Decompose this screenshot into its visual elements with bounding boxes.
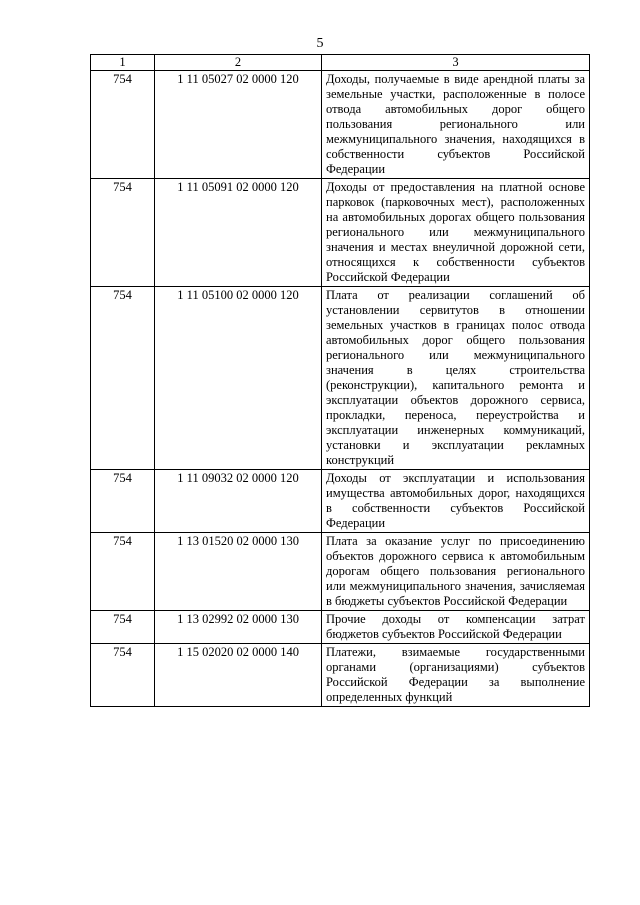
column-header-1: 1	[91, 55, 155, 71]
table-row	[91, 644, 590, 707]
description-cell: Доходы от предоставления на платной основе парковок (парковочных мест), расположенных на автомобильных дорогах общего пользования регионального или межмуниципального значения и местах внеуличной дорожной сети, относящихся к собственности субъектов Российской Федерации	[322, 179, 590, 287]
description-cell: Плата от реализации соглашений об установлении сервитутов в отношении земельных участков в границах полос отвода автомобильных дорог общего пользования регионального или межмуниципального значения в целях строительства (реконструкции), капитального ремонта и эксплуатации объектов дорожного сервиса, прокладки, переноса, переустройства и эксплуатации инженерных коммуникаций, установки и эксплуатации рекламных конструкций	[322, 287, 590, 470]
admin-code-cell: 754	[91, 71, 155, 179]
admin-code-cell: 754	[91, 470, 155, 533]
table-row	[91, 470, 590, 533]
description-cell: Доходы, получаемые в виде арендной платы за земельные участки, расположенные в полосе отвода автомобильных дорог общего пользования регионального или межмуниципального значения, находящихся в собственности субъектов Российской Федерации	[322, 71, 590, 179]
budget-code-cell: 1 13 01520 02 0000 130	[155, 533, 322, 611]
admin-code-cell: 754	[91, 179, 155, 287]
page-number: 5	[316, 36, 324, 51]
column-header-3: 3	[322, 55, 590, 71]
description-cell: Плата за оказание услуг по присоединению объектов дорожного сервиса к автомобильным дорогам общего пользования регионального или межмуниципального значения, зачисляемая в бюджеты субъектов Российской Федерации	[322, 533, 590, 611]
description-cell: Платежи, взимаемые государственными органами (организациями) субъектов Российской Федерации за выполнение определенных функций	[322, 644, 590, 707]
admin-code-cell: 754	[91, 533, 155, 611]
table-row	[91, 287, 590, 470]
admin-code-cell: 754	[91, 611, 155, 644]
table-row	[91, 179, 590, 287]
budget-code-cell: 1 15 02020 02 0000 140	[155, 644, 322, 707]
revenue-codes-table	[90, 54, 590, 707]
description-cell: Доходы от эксплуатации и использования имущества автомобильных дорог, находящихся в собственности субъектов Российской Федерации	[322, 470, 590, 533]
budget-code-cell: 1 11 05100 02 0000 120	[155, 287, 322, 470]
table-row	[91, 533, 590, 611]
admin-code-cell: 754	[91, 287, 155, 470]
table-row	[91, 71, 590, 179]
budget-code-cell: 1 11 05091 02 0000 120	[155, 179, 322, 287]
budget-code-cell: 1 11 09032 02 0000 120	[155, 470, 322, 533]
description-cell: Прочие доходы от компенсации затрат бюджетов субъектов Российской Федерации	[322, 611, 590, 644]
table-header-row	[91, 55, 590, 71]
table-row	[91, 611, 590, 644]
budget-code-cell: 1 13 02992 02 0000 130	[155, 611, 322, 644]
admin-code-cell: 754	[91, 644, 155, 707]
budget-code-cell: 1 11 05027 02 0000 120	[155, 71, 322, 179]
column-header-2: 2	[155, 55, 322, 71]
